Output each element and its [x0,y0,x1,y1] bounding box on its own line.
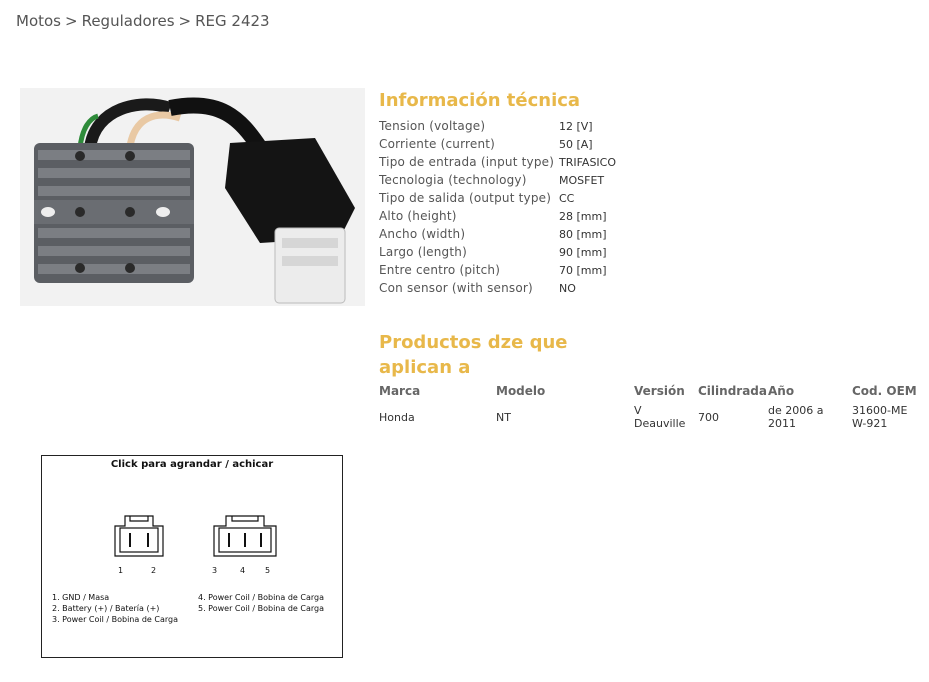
spec-label: Tension (voltage) [379,119,486,133]
spec-row [379,189,616,207]
technical-info [379,90,699,297]
breadcrumb [16,12,270,30]
legend-item: 3. Power Coil / Bobina de Carga [52,615,178,624]
spec-value: 70 [mm] [559,263,607,277]
spec-row [379,207,616,225]
column-header-cilindrada: Cilindrada [698,384,767,398]
column-header-marca: Marca [379,384,421,398]
column-header-version: Versión [634,384,685,398]
diagram-legend-left [52,592,178,625]
column-header-cod-oem: Cod. OEM [852,384,917,398]
cell-modelo: NT [496,410,511,424]
connector-diagram[interactable] [41,455,343,658]
pin-label: 4 [240,566,246,575]
cell-cilindrada: 700 [698,410,719,424]
technical-info-table [379,117,616,297]
spec-value: 80 [mm] [559,227,607,241]
spec-value: CC [559,191,575,205]
spec-value: 12 [V] [559,119,593,133]
breadcrumb-link-reguladores[interactable]: Reguladores [81,12,175,30]
applications-table [379,384,924,430]
breadcrumb-link-motos[interactable]: Motos [16,12,61,30]
legend-item: 5. Power Coil / Bobina de Carga [198,604,324,613]
connector-pinout-drawing [42,456,342,657]
spec-value: 28 [mm] [559,209,607,223]
spec-row [379,261,616,279]
legend-item: 4. Power Coil / Bobina de Carga [198,593,324,602]
pin-label: 1 [118,566,124,575]
spec-value: 50 [A] [559,137,593,151]
spec-row [379,135,616,153]
spec-label: Tecnologia (technology) [379,173,527,187]
cell-ano [768,404,852,430]
spec-value: TRIFASICO [559,155,617,169]
cell-version [634,404,698,430]
column-header-ano: Año [768,384,795,398]
spec-value: NO [559,281,576,295]
pin-label: 3 [212,566,218,575]
cell-ano-text: de 2006 a 2011 [768,404,824,430]
cell-cod-oem-text: 31600-MEW-921 [852,404,908,430]
product-image[interactable] [20,88,365,306]
cell-cod-oem [852,404,924,430]
technical-info-title: Información técnica [379,90,581,111]
diagram-caption: Click para agrandar / achicar [110,459,274,470]
table-row [379,404,924,430]
spec-row [379,243,616,261]
pin-label: 2 [151,566,157,575]
spec-value: MOSFET [559,173,605,187]
column-header-modelo: Modelo [496,384,546,398]
breadcrumb-separator: > [65,12,78,30]
spec-row [379,153,616,171]
spec-label: Tipo de salida (output type) [379,191,552,205]
spec-label: Largo (length) [379,245,467,259]
pin-label: 5 [265,566,271,575]
legend-item: 1. GND / Masa [52,593,110,602]
applications-title: Productos dze que aplican a [379,332,568,378]
applications-header-row [379,384,924,404]
diagram-legend-right [198,592,324,614]
spec-row [379,225,616,243]
applications [379,330,924,430]
legend-item: 2. Battery (+) / Batería (+) [52,604,160,613]
spec-label: Ancho (width) [379,227,466,241]
spec-label: Tipo de entrada (input type) [379,155,555,169]
spec-label: Con sensor (with sensor) [379,281,533,295]
regulator-photo-illustration [20,88,365,306]
spec-row [379,117,616,135]
spec-label: Corriente (current) [379,137,496,151]
breadcrumb-current: REG 2423 [195,12,270,30]
spec-value: 90 [mm] [559,245,607,259]
spec-row [379,171,616,189]
cell-version-text: V Deauville [634,404,686,430]
cell-marca: Honda [379,410,415,424]
spec-row [379,279,616,297]
breadcrumb-separator: > [178,12,192,30]
spec-label: Alto (height) [379,209,457,223]
spec-label: Entre centro (pitch) [379,263,501,277]
